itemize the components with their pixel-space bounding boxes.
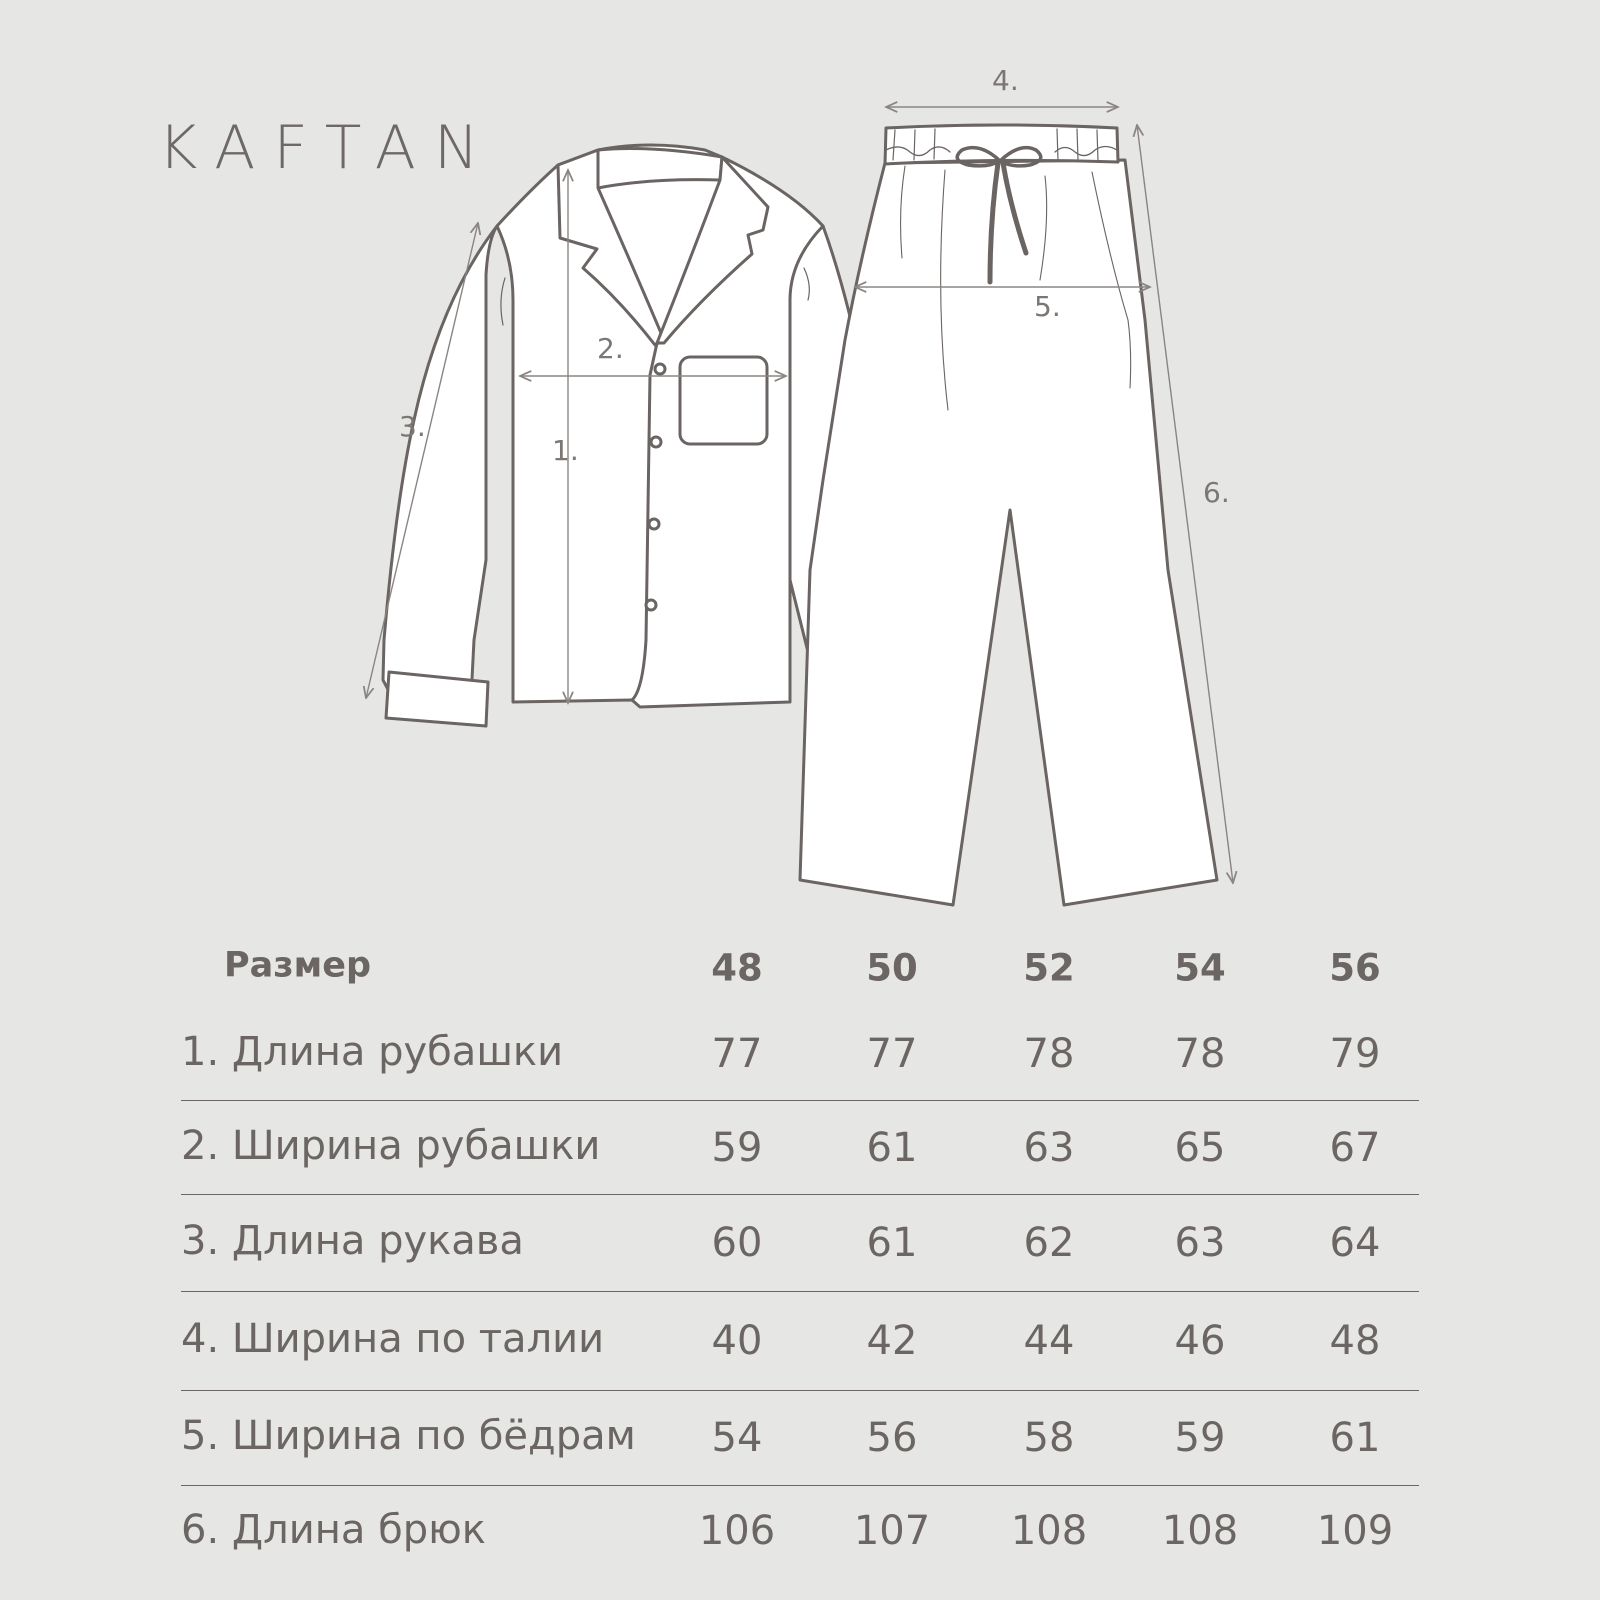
table-cell: 56 xyxy=(866,1415,918,1461)
table-cell: 65 xyxy=(1174,1125,1226,1171)
size-header: 54 xyxy=(1174,946,1226,990)
label-shirt-width: 2. xyxy=(597,332,624,365)
table-cell: 59 xyxy=(711,1125,763,1171)
label-hip-width: 5. xyxy=(1034,290,1061,323)
label-trouser-length: 6. xyxy=(1203,476,1230,509)
row-divider xyxy=(181,1485,1419,1486)
table-cell: 107 xyxy=(853,1508,931,1554)
table-cell: 59 xyxy=(1174,1415,1226,1461)
label-sleeve-length: 3. xyxy=(399,410,426,443)
size-header: 50 xyxy=(866,946,918,990)
table-cell: 108 xyxy=(1010,1508,1088,1554)
table-cell: 42 xyxy=(866,1318,918,1364)
table-cell: 48 xyxy=(1329,1318,1381,1364)
row-divider xyxy=(181,1100,1419,1101)
table-cell: 77 xyxy=(866,1031,918,1077)
label-shirt-length: 1. xyxy=(552,434,579,467)
table-cell: 40 xyxy=(711,1318,763,1364)
row-divider xyxy=(181,1291,1419,1292)
row-label: 4. Ширина по талии xyxy=(181,1316,605,1362)
table-cell: 106 xyxy=(698,1508,776,1554)
table-cell: 61 xyxy=(866,1125,918,1171)
table-cell: 79 xyxy=(1329,1031,1381,1077)
row-label: 6. Длина брюк xyxy=(181,1507,486,1553)
size-header: 48 xyxy=(711,946,763,990)
table-cell: 78 xyxy=(1023,1031,1075,1077)
table-cell: 54 xyxy=(711,1415,763,1461)
table-cell: 77 xyxy=(711,1031,763,1077)
table-cell: 109 xyxy=(1316,1508,1394,1554)
size-header: 56 xyxy=(1329,946,1381,990)
table-cell: 78 xyxy=(1174,1031,1226,1077)
row-divider xyxy=(181,1194,1419,1195)
row-label: 5. Ширина по бёдрам xyxy=(181,1413,636,1459)
brand-title: KAFTAN xyxy=(158,113,497,183)
table-cell: 108 xyxy=(1161,1508,1239,1554)
table-cell: 64 xyxy=(1329,1220,1381,1266)
table-cell: 62 xyxy=(1023,1220,1075,1266)
label-waist-width: 4. xyxy=(992,64,1019,97)
row-label: 2. Ширина рубашки xyxy=(181,1123,601,1169)
table-cell: 63 xyxy=(1023,1125,1075,1171)
table-cell: 60 xyxy=(711,1220,763,1266)
table-cell: 67 xyxy=(1329,1125,1381,1171)
table-cell: 61 xyxy=(1329,1415,1381,1461)
table-cell: 46 xyxy=(1174,1318,1226,1364)
size-header-label: Размер xyxy=(224,945,372,986)
table-cell: 63 xyxy=(1174,1220,1226,1266)
table-cell: 61 xyxy=(866,1220,918,1266)
table-cell: 58 xyxy=(1023,1415,1075,1461)
size-header: 52 xyxy=(1023,946,1075,990)
row-label: 1. Длина рубашки xyxy=(181,1029,564,1075)
row-divider xyxy=(181,1390,1419,1391)
row-label: 3. Длина рукава xyxy=(181,1218,524,1264)
table-cell: 44 xyxy=(1023,1318,1075,1364)
